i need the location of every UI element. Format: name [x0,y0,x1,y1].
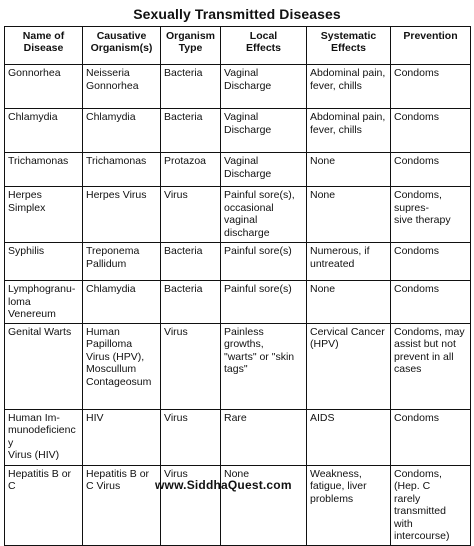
table-cell: Cervical Cancer (HPV) [307,323,391,409]
table-cell: None [307,153,391,187]
table-cell: Bacteria [161,65,221,109]
table-row [5,465,471,545]
table-row [5,281,471,324]
table-cell: None [307,187,391,243]
table-row [5,243,471,281]
table-cell: None [307,281,391,324]
table-cell: Condoms, (Hep. C rarely transmitted with intercourse) [391,465,471,545]
column-header-causative-organisms: Causative Organism(s) [83,27,161,65]
table-cell: Virus [161,465,221,545]
table-cell: Vaginal Discharge [221,153,307,187]
table-cell: Condoms [391,153,471,187]
table-cell: Weakness, fatigue, liver problems [307,465,391,545]
table-cell: Human Papilloma Virus (HPV), Moscullum Contageosum [83,323,161,409]
page-title: Sexually Transmitted Diseases [133,6,341,22]
table-cell: Condoms, may assist but not prevent in all cases [391,323,471,409]
column-header-name-of-disease: Name of Disease [5,27,83,65]
table-cell: Genital Warts [5,323,83,409]
table-cell: Virus [161,323,221,409]
header-row [5,27,471,65]
table-cell: Bacteria [161,243,221,281]
table-cell: HIV [83,409,161,465]
table-cell: Trichamonas [83,153,161,187]
table-cell: Virus [161,409,221,465]
table-cell: Herpes Virus [83,187,161,243]
table-cell: AIDS [307,409,391,465]
column-header-systematic-effects: Systematic Effects [307,27,391,65]
table-cell: Rare [221,409,307,465]
table-cell: Virus [161,187,221,243]
table-cell: Hepatitis B or C [5,465,83,545]
table-cell: Condoms [391,409,471,465]
table-cell: None [221,465,307,545]
table-cell: Painless growths, "warts" or "skin tags" [221,323,307,409]
table-cell: Treponema Pallidum [83,243,161,281]
table-row [5,323,471,409]
column-header-organism-type: Organism Type [161,27,221,65]
std-table [4,26,471,546]
table-cell: Syphilis [5,243,83,281]
table-cell: Vaginal Discharge [221,65,307,109]
table-cell: Abdominal pain, fever, chills [307,65,391,109]
table-cell: Gonnorhea [5,65,83,109]
table-row [5,109,471,153]
column-header-local-effects: Local Effects [221,27,307,65]
table-cell: Abdominal pain, fever, chills [307,109,391,153]
table-row [5,65,471,109]
table-cell: Lymphogranu- loma Venereum [5,281,83,324]
table-cell: Painful sore(s) [221,243,307,281]
table-cell: Bacteria [161,109,221,153]
table-row [5,153,471,187]
table-cell: Condoms [391,281,471,324]
table-cell: Numerous, if untreated [307,243,391,281]
table-cell: Hepatitis B or C Virus [83,465,161,545]
table-cell: Chlamydia [83,281,161,324]
table-row [5,187,471,243]
table-cell: Condoms [391,109,471,153]
table-cell: Protazoa [161,153,221,187]
table-cell: Condoms [391,65,471,109]
table-cell: Condoms, supres- sive therapy [391,187,471,243]
table-cell: Chlamydia [83,109,161,153]
table-cell: Painful sore(s) [221,281,307,324]
table-cell: Vaginal Discharge [221,109,307,153]
table-cell: Neisseria Gonnorhea [83,65,161,109]
table-cell: Human Im- munodeficiency Virus (HIV) [5,409,83,465]
watermark-text: www.SiddhaQuest.com [155,478,292,492]
table-cell: Condoms [391,243,471,281]
table-row [5,409,471,465]
table-cell: Painful sore(s), occasional vaginal discharge [221,187,307,243]
column-header-prevention: Prevention [391,27,471,65]
table-cell: Bacteria [161,281,221,324]
table-cell: Chlamydia [5,109,83,153]
table-cell: Trichamonas [5,153,83,187]
table-cell: Herpes Simplex [5,187,83,243]
